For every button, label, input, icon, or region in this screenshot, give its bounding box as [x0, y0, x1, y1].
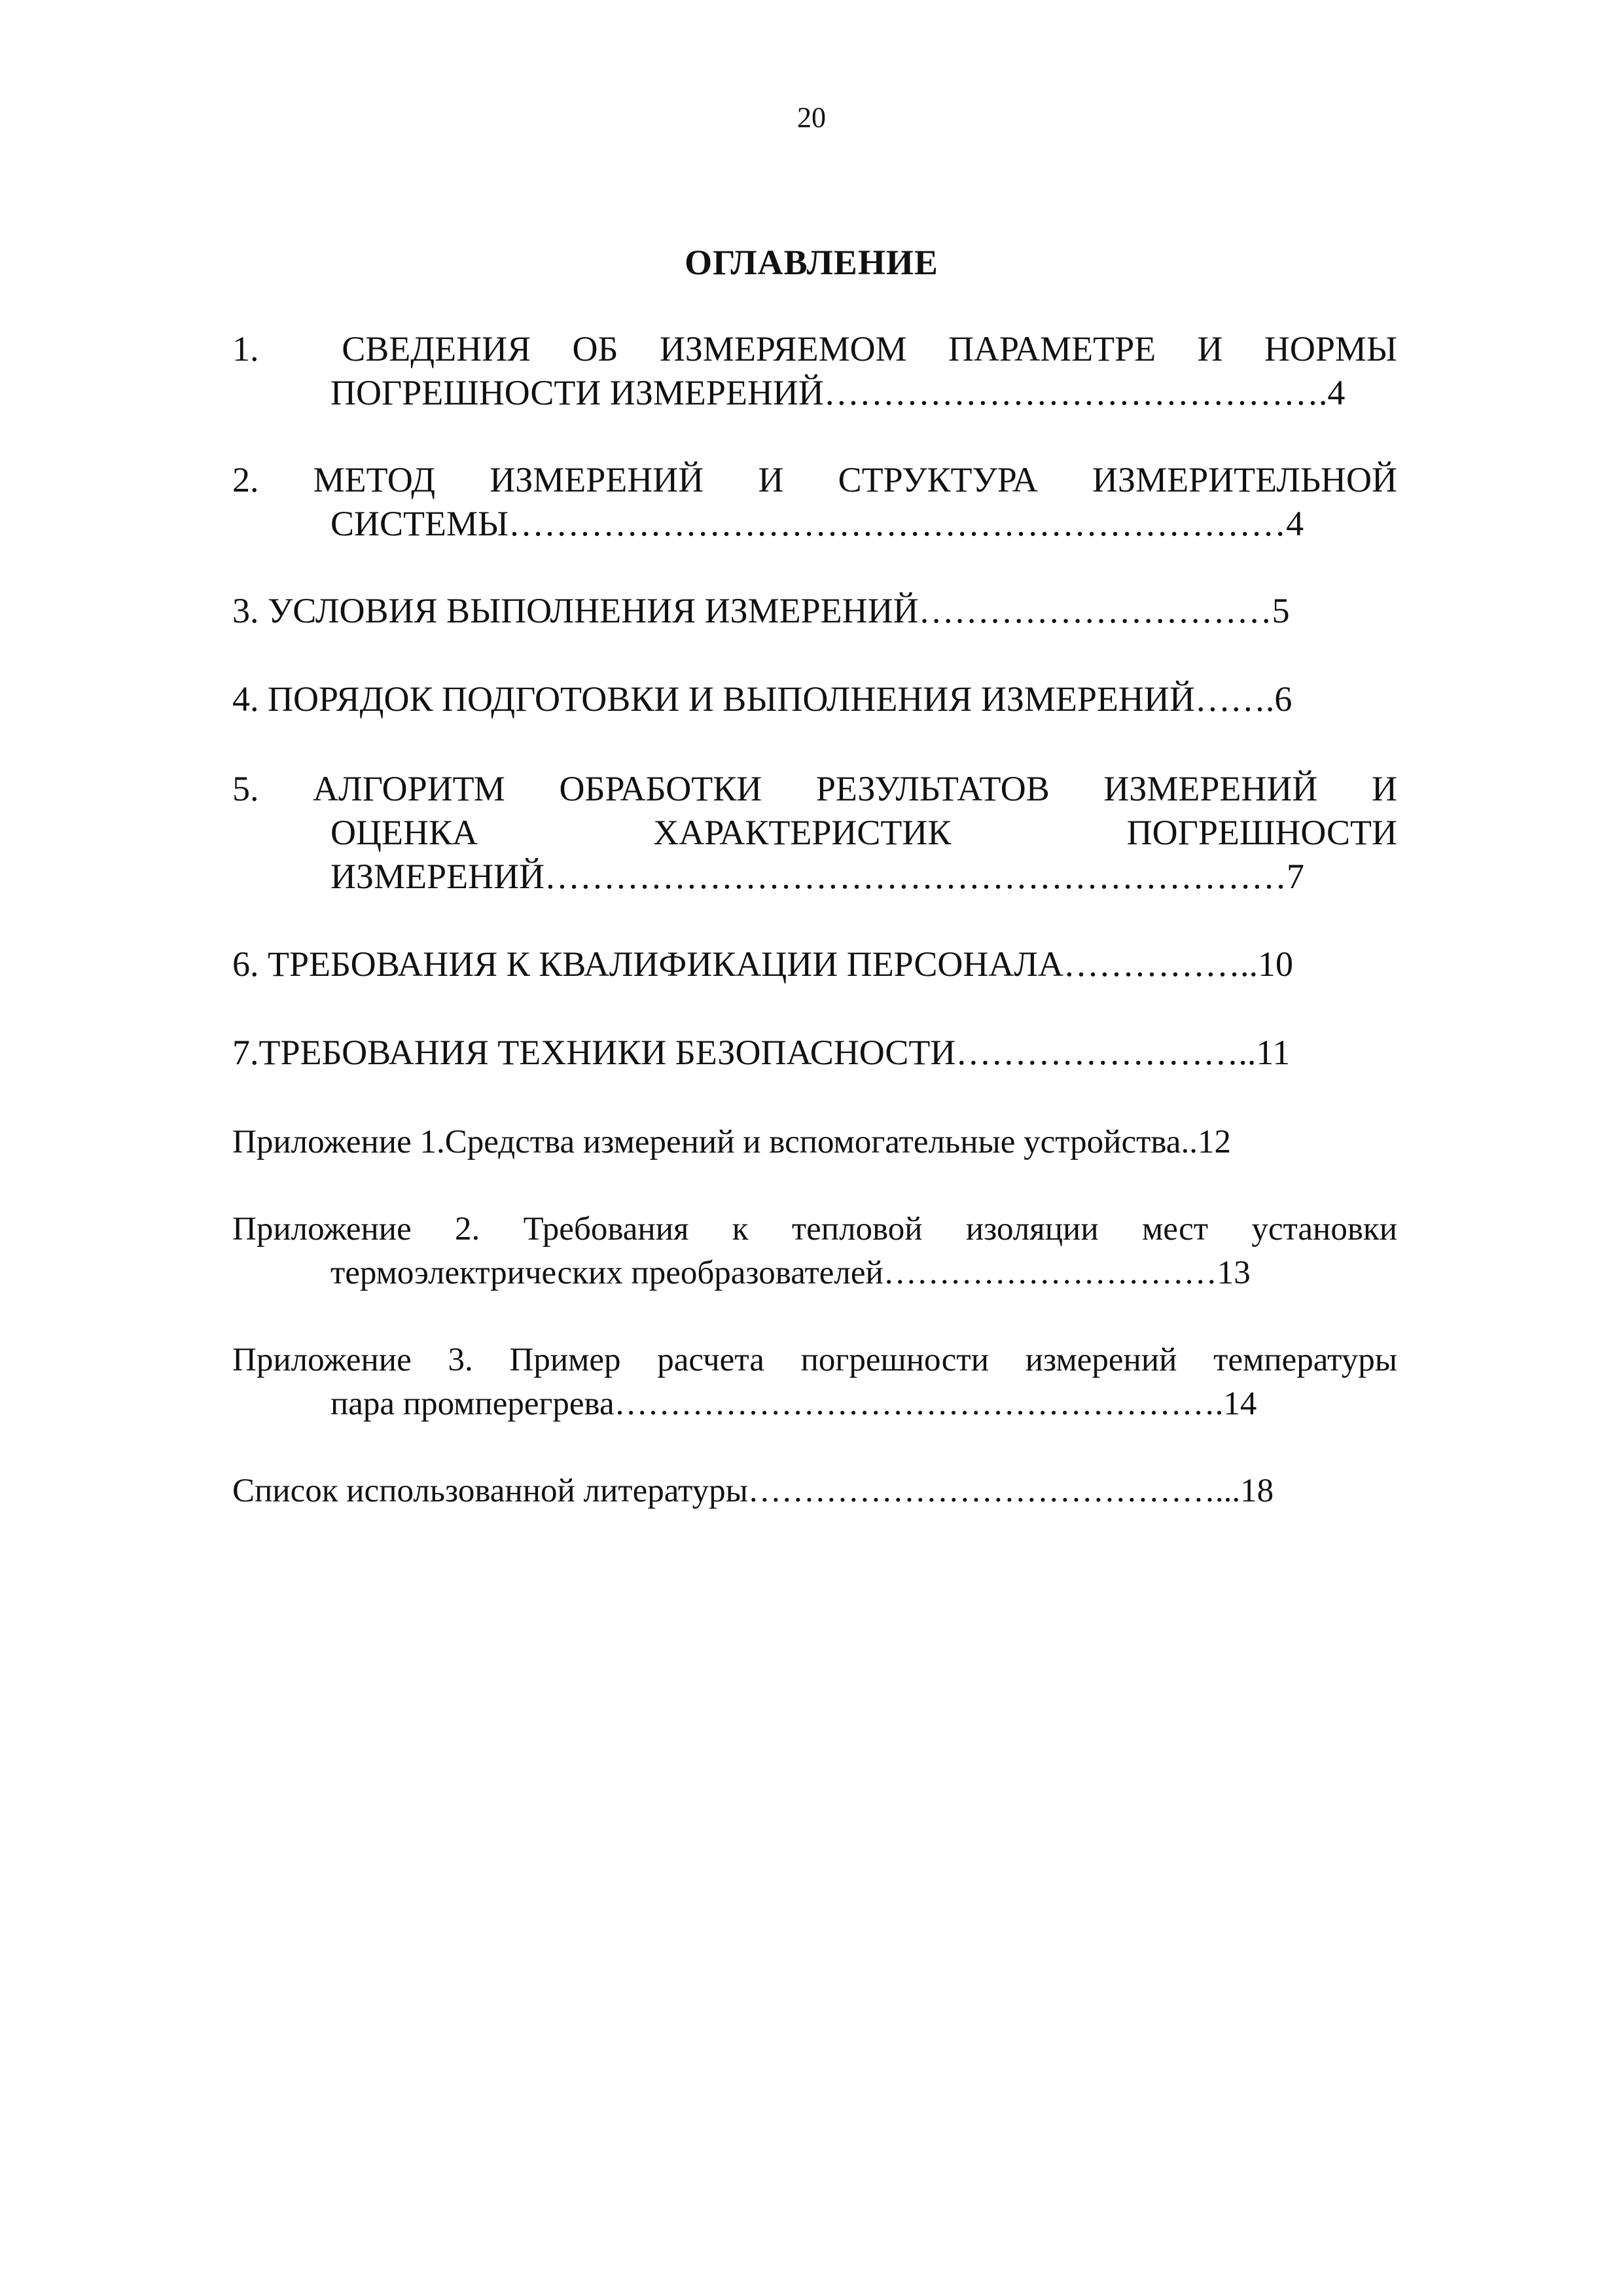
- toc-entry-appendix-3-line-1: Приложение 3. Пример расчета погрешности измерений температуры: [232, 1342, 1397, 1378]
- toc-entry-3-line-1: 3. УСЛОВИЯ ВЫПОЛНЕНИЯ ИЗМЕРЕНИЙ…………………………5: [232, 591, 1290, 630]
- toc-entry-6-line-1: 6. ТРЕБОВАНИЯ К КВАЛИФИКАЦИИ ПЕРСОНАЛА……………..10: [232, 944, 1294, 984]
- toc-entry-references: [232, 1469, 1397, 1513]
- toc-entry-1: [232, 327, 1397, 415]
- toc-entry-appendix-3: [232, 1338, 1397, 1426]
- toc-entry-5-line-2: ОЦЕНКА ХАРАКТЕРИСТИК ПОГРЕШНОСТИ: [330, 813, 1397, 852]
- toc-entry-appendix-1: [232, 1121, 1397, 1164]
- toc-entry-2: [232, 458, 1397, 546]
- toc-entry-appendix-3-line-2: пара промперегрева……………………………………………….14: [330, 1386, 1257, 1422]
- toc-entry-appendix-1-line-1: Приложение 1.Средства измерений и вспомогательные устройства..12: [232, 1124, 1231, 1160]
- toc-entry-2-line-1: 2. МЕТОД ИЗМЕРЕНИЙ И СТРУКТУРА ИЗМЕРИТЕЛЬНОЙ: [232, 460, 1397, 499]
- toc-entry-4: [232, 677, 1397, 721]
- toc-entry-5-line-1: 5. АЛГОРИТМ ОБРАБОТКИ РЕЗУЛЬТАТОВ ИЗМЕРЕНИЙ И: [232, 769, 1397, 808]
- page-number: 20: [797, 101, 826, 134]
- toc-entry-appendix-2-line-2: термоэлектрических преобразователей…………………………13: [330, 1255, 1251, 1291]
- toc-title: ОГЛАВЛЕНИЕ: [685, 243, 938, 282]
- toc-entry-references-line-1: Список использованной литературы……………………………………...18: [232, 1473, 1274, 1509]
- toc-entry-appendix-2: [232, 1208, 1397, 1295]
- toc-entry-1-line-1: 1. СВЕДЕНИЯ ОБ ИЗМЕРЯЕМОМ ПАРАМЕТРЕ И НОРМЫ: [232, 329, 1397, 368]
- toc-entry-5-line-3: ИЗМЕРЕНИЙ………………………………………………………7: [330, 857, 1305, 896]
- toc-entry-7: [232, 1031, 1397, 1075]
- toc-entry-appendix-2-line-1: Приложение 2. Требования к тепловой изоляции мест установки: [232, 1211, 1397, 1247]
- toc-entry-3: [232, 589, 1397, 633]
- toc-entry-7-line-1: 7.ТРЕБОВАНИЯ ТЕХНИКИ БЕЗОПАСНОСТИ……………………..11: [232, 1033, 1291, 1072]
- toc-entry-5: [232, 767, 1397, 899]
- toc-entry-1-line-2: ПОГРЕШНОСТИ ИЗМЕРЕНИЙ…………………………………….4: [330, 373, 1346, 412]
- toc-entry-4-line-1: 4. ПОРЯДОК ПОДГОТОВКИ И ВЫПОЛНЕНИЯ ИЗМЕРЕНИЙ…….6: [232, 679, 1293, 719]
- toc-entry-6: [232, 942, 1397, 986]
- toc-entry-2-line-2: СИСТЕМЫ…………………………………………………………4: [330, 504, 1304, 543]
